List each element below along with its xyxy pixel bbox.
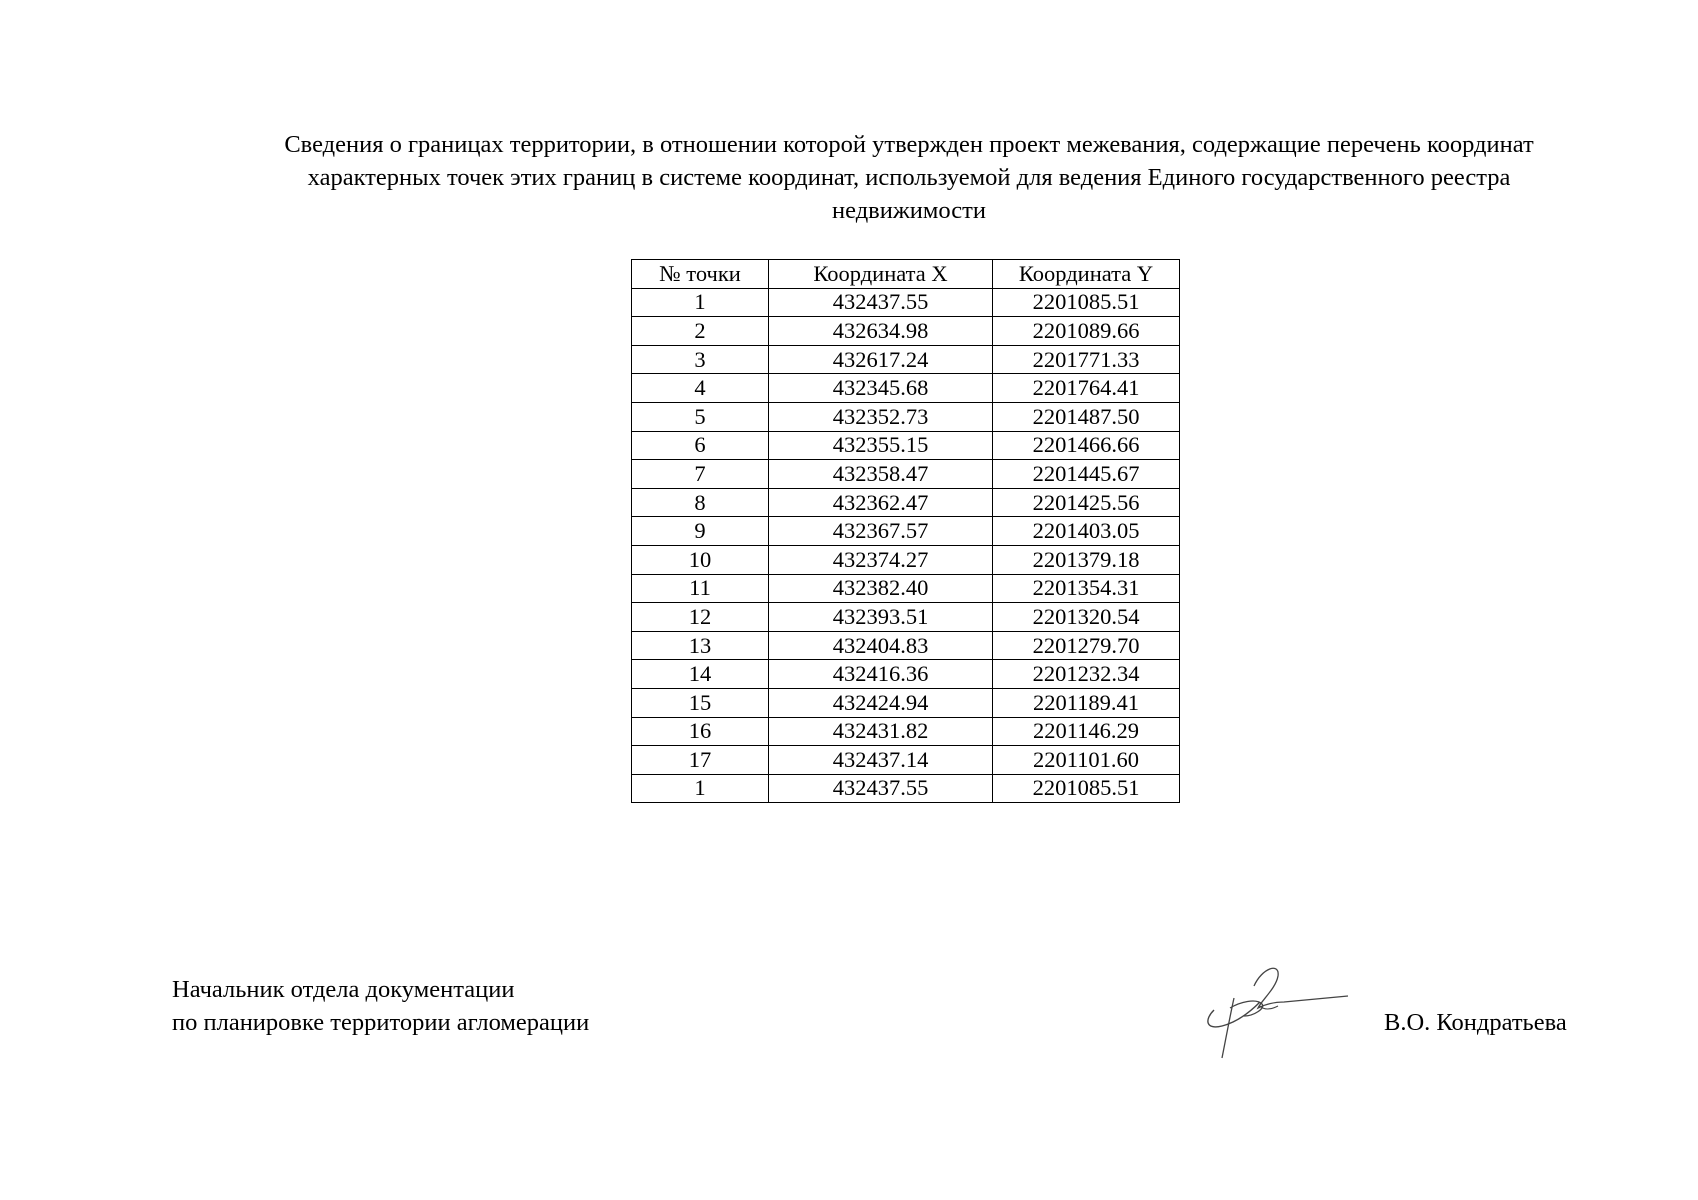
coordinate-y-cell: 2201189.41: [993, 688, 1180, 717]
coordinate-x-cell: 432634.98: [769, 317, 993, 346]
header-coordinate-x: Координата X: [769, 260, 993, 289]
coordinate-y-cell: 2201146.29: [993, 717, 1180, 746]
coordinate-y-cell: 2201466.66: [993, 431, 1180, 460]
coordinate-y-cell: 2201232.34: [993, 660, 1180, 689]
coordinate-y-cell: 2201101.60: [993, 746, 1180, 775]
table-header-row: [632, 260, 1180, 289]
table-row: [632, 574, 1180, 603]
coordinate-x-cell: 432358.47: [769, 460, 993, 489]
coordinate-x-cell: 432393.51: [769, 603, 993, 632]
table-row: [632, 746, 1180, 775]
point-number-cell: 9: [632, 517, 769, 546]
header-point-number: № точки: [632, 260, 769, 289]
table-row: [632, 374, 1180, 403]
coordinate-y-cell: 2201445.67: [993, 460, 1180, 489]
table-row: [632, 717, 1180, 746]
table-row: [632, 660, 1180, 689]
coordinate-y-cell: 2201085.51: [993, 774, 1180, 803]
coordinate-x-cell: 432416.36: [769, 660, 993, 689]
point-number-cell: 14: [632, 660, 769, 689]
table-row: [632, 288, 1180, 317]
heading-line-2: характерных точек этих границ в системе координат, используемой для ведения Единого государственного реестра: [307, 164, 1511, 191]
coordinate-x-cell: 432424.94: [769, 688, 993, 717]
table-row: [632, 460, 1180, 489]
coordinate-y-cell: 2201089.66: [993, 317, 1180, 346]
coordinate-x-cell: 432437.55: [769, 774, 993, 803]
table-row: [632, 517, 1180, 546]
point-number-cell: 1: [632, 774, 769, 803]
coordinate-y-cell: 2201403.05: [993, 517, 1180, 546]
document-heading: [170, 128, 1648, 227]
coordinate-x-cell: 432404.83: [769, 631, 993, 660]
point-number-cell: 13: [632, 631, 769, 660]
point-number-cell: 5: [632, 402, 769, 431]
coordinate-y-cell: 2201085.51: [993, 288, 1180, 317]
point-number-cell: 11: [632, 574, 769, 603]
point-number-cell: 3: [632, 345, 769, 374]
heading-line-3: недвижимости: [832, 197, 986, 224]
table-row: [632, 345, 1180, 374]
coordinate-y-cell: 2201487.50: [993, 402, 1180, 431]
coordinate-y-cell: 2201379.18: [993, 545, 1180, 574]
coordinate-x-cell: 432382.40: [769, 574, 993, 603]
handwritten-signature: [1200, 958, 1360, 1068]
coordinate-x-cell: 432437.55: [769, 288, 993, 317]
table-body: [632, 288, 1180, 803]
point-number-cell: 15: [632, 688, 769, 717]
coordinate-x-cell: 432617.24: [769, 345, 993, 374]
coordinate-y-cell: 2201354.31: [993, 574, 1180, 603]
point-number-cell: 7: [632, 460, 769, 489]
coordinate-y-cell: 2201320.54: [993, 603, 1180, 632]
coordinate-x-cell: 432374.27: [769, 545, 993, 574]
table-row: [632, 688, 1180, 717]
coordinate-x-cell: 432352.73: [769, 402, 993, 431]
table-row: [632, 603, 1180, 632]
coordinate-y-cell: 2201764.41: [993, 374, 1180, 403]
coordinate-y-cell: 2201279.70: [993, 631, 1180, 660]
signer-position: [172, 973, 589, 1039]
position-line-1: Начальник отдела документации: [172, 976, 515, 1003]
table-row: [632, 402, 1180, 431]
point-number-cell: 12: [632, 603, 769, 632]
table-row: [632, 317, 1180, 346]
coordinate-y-cell: 2201771.33: [993, 345, 1180, 374]
point-number-cell: 17: [632, 746, 769, 775]
table-row: [632, 431, 1180, 460]
point-number-cell: 6: [632, 431, 769, 460]
point-number-cell: 1: [632, 288, 769, 317]
signer-name: В.О. Кондратьева: [1384, 1009, 1567, 1036]
table-row: [632, 774, 1180, 803]
coordinate-x-cell: 432367.57: [769, 517, 993, 546]
coordinate-x-cell: 432431.82: [769, 717, 993, 746]
coordinate-x-cell: 432345.68: [769, 374, 993, 403]
point-number-cell: 10: [632, 545, 769, 574]
coordinate-y-cell: 2201425.56: [993, 488, 1180, 517]
table-row: [632, 488, 1180, 517]
header-coordinate-y: Координата Y: [993, 260, 1180, 289]
table-row: [632, 545, 1180, 574]
coordinates-table: [631, 259, 1180, 803]
position-line-2: по планировке территории агломерации: [172, 1009, 590, 1036]
coordinate-x-cell: 432355.15: [769, 431, 993, 460]
coordinate-x-cell: 432362.47: [769, 488, 993, 517]
point-number-cell: 8: [632, 488, 769, 517]
point-number-cell: 4: [632, 374, 769, 403]
table-row: [632, 631, 1180, 660]
point-number-cell: 16: [632, 717, 769, 746]
heading-line-1: Сведения о границах территории, в отношении которой утвержден проект межевания, содержащие перечень координат: [284, 131, 1534, 158]
point-number-cell: 2: [632, 317, 769, 346]
coordinate-x-cell: 432437.14: [769, 746, 993, 775]
